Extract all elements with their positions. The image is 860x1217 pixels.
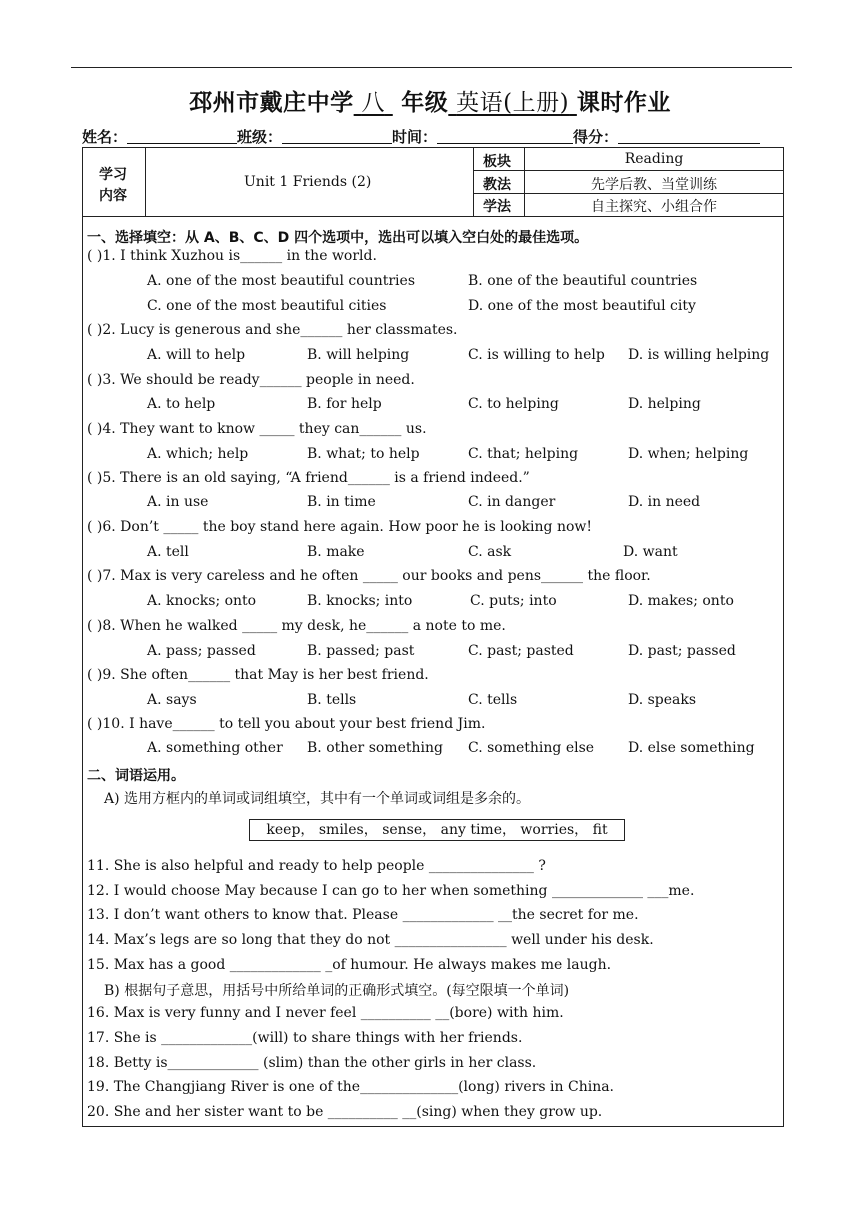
option-b: B. passed; past [307,643,415,659]
row-value: Reading [624,151,684,167]
table-divider [473,147,474,216]
option-c: C. something else [468,740,595,756]
option-a: A. says [147,692,197,708]
score-label: 得分： [573,128,619,146]
question-stem: ( )6. Don’t _____ the boy stand here again. How poor he is looking now! [87,519,592,535]
section1-heading: 一、选择填空：从 A、B、C、D 四个选项中，选出可以填入空白处的最佳选项。 [87,230,589,246]
fill-item: 15. Max has a good _____________ _of humour. He always makes me laugh. [87,957,612,973]
time-label: 时间： [392,128,438,146]
option-a: A. one of the most beautiful countries [147,273,416,289]
question-stem: ( )10. I have______ to tell you about your best friend Jim. [87,716,486,732]
class-label: 班级： [237,128,283,146]
fill-item: 11. She is also helpful and ready to help people _______________ ? [87,858,546,874]
table-divider [473,170,784,171]
option-c: C. tells [468,692,518,708]
page-title [0,84,860,117]
fill-item: 20. She and her sister want to be __________ __(sing) when they grow up. [87,1104,603,1120]
option-c: C. past; pasted [468,643,574,659]
fill-item: 17. She is _____________(will) to share things with her friends. [87,1030,523,1046]
option-d: D. helping [628,396,701,412]
class-field[interactable] [282,128,392,144]
option-a: A. pass; passed [147,643,256,659]
header-rule [71,67,792,68]
fill-item: 19. The Changjiang River is one of the______________(long) rivers in China. [87,1079,615,1095]
grade-label: 年级 [401,90,449,116]
option-d: D. else something [628,740,755,756]
option-a: A. to help [147,396,216,412]
study-label-2: 内容 [99,188,127,204]
option-d: D. past; passed [628,643,736,659]
question-stem: ( )8. When he walked _____ my desk, he______ a note to me. [87,618,506,634]
option-b: B. one of the beautiful countries [468,273,698,289]
header-divider [82,216,784,217]
option-c: C. to helping [468,396,559,412]
question-stem: ( )3. We should be ready______ people in need. [87,372,415,388]
table-divider [145,147,146,216]
option-a: A. in use [147,494,209,510]
option-d: D. makes; onto [628,593,734,609]
row-label: 学法 [483,199,511,215]
row-label: 教法 [483,177,511,193]
row-value: 自主探究、小组合作 [591,199,717,215]
fill-item: 13. I don’t want others to know that. Please _____________ __the secret for me. [87,907,639,923]
option-b: B. for help [307,396,382,412]
word-box: keep， smiles， sense， any time， worries， fit [249,819,625,841]
question-stem: ( )2. Lucy is generous and she______ her classmates. [87,322,458,338]
question-stem: ( )9. She often______ that May is her best friend. [87,667,429,683]
row-value: 先学后教、当堂训练 [591,177,717,193]
option-b: B. what; to help [307,446,420,462]
question-stem: ( )1. I think Xuzhou is______ in the world. [87,248,377,264]
option-d: D. one of the most beautiful city [468,298,696,314]
option-c: C. ask [468,544,512,560]
school-name: 邳州市戴庄中学 [189,90,354,116]
section2-heading: 二、词语运用。 [87,768,185,784]
option-a: A. tell [147,544,189,560]
fill-item: 18. Betty is_____________ (slim) than the other girls in her class. [87,1055,537,1071]
option-b: B. in time [307,494,376,510]
row-label: 板块 [483,154,511,170]
title-suffix: 课时作业 [576,90,671,116]
fill-item: 16. Max is very funny and I never feel __________ __(bore) with him. [87,1005,564,1021]
grade-value: 八 [361,90,385,116]
question-stem: ( )5. There is an old saying, “A friend______ is a friend indeed.” [87,470,530,486]
lesson-content: Unit 1 Friends (2) [244,174,372,190]
option-c: C. in danger [468,494,556,510]
option-b: B. other something [307,740,443,756]
question-stem: ( )7. Max is very careless and he often _____ our books and pens______ the floor. [87,568,651,584]
option-c: C. is willing to help [468,347,605,363]
option-a: A. knocks; onto [147,593,257,609]
student-info-row [82,126,760,147]
option-a: A. will to help [147,347,246,363]
option-b: B. knocks; into [307,593,413,609]
option-a: A. which; help [147,446,249,462]
option-d: D. speaks [628,692,697,708]
fill-item: 14. Max’s legs are so long that they do not ________________ well under his desk. [87,932,654,948]
part-a-instruction: A) 选用方框内的单词或词组填空，其中有一个单词或词组是多余的。 [104,791,531,807]
option-d: D. when; helping [628,446,749,462]
time-field[interactable] [437,128,573,144]
option-b: B. make [307,544,365,560]
study-label-1: 学习 [99,167,127,183]
option-d: D. is willing helping [628,347,770,363]
option-c: C. puts; into [470,593,557,609]
subject-value: 英语(上册) [456,90,570,116]
option-d: D. want [623,544,678,560]
question-stem: ( )4. They want to know _____ they can______ us. [87,421,427,437]
option-b: B. will helping [307,347,410,363]
option-c: C. one of the most beautiful cities [147,298,387,314]
name-label: 姓名： [82,128,128,146]
option-a: A. something other [147,740,283,756]
fill-item: 12. I would choose May because I can go to her when something _____________ ___me. [87,883,695,899]
option-d: D. in need [628,494,701,510]
option-b: B. tells [307,692,357,708]
name-field[interactable] [127,128,237,144]
score-field[interactable] [618,128,760,144]
part-b-instruction: B) 根据句子意思，用括号中所给单词的正确形式填空。(每空限填一个单词) [104,983,570,999]
option-c: C. that; helping [468,446,579,462]
